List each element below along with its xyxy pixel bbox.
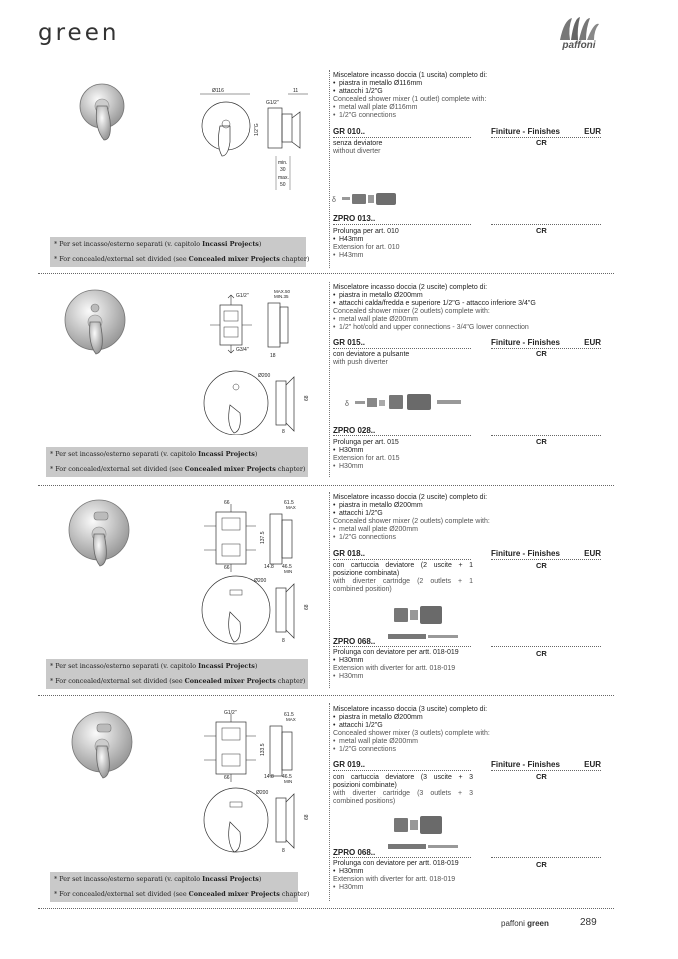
dotted-rule xyxy=(491,857,601,858)
dim-label: 46.5 xyxy=(282,564,292,570)
eur-header: EUR xyxy=(584,338,601,347)
dotted-rule xyxy=(491,770,601,771)
variant-it: con cartuccia deviatore (3 uscite + 3 posizioni combinate) xyxy=(333,774,473,789)
technical-drawing xyxy=(196,86,324,204)
extension-part-image xyxy=(378,814,464,854)
accessory-it-bullet: • H30mm xyxy=(333,868,613,876)
note-box xyxy=(50,237,310,267)
dotted-rule xyxy=(491,559,601,560)
dim-label: G3/4" xyxy=(236,347,249,353)
svg-text:δ: δ xyxy=(345,401,349,408)
dotted-rule xyxy=(491,435,601,436)
bullet-en: • metal wall plate Ø200mm xyxy=(333,316,613,324)
product-code: GR 015.. xyxy=(333,338,366,347)
bullet-en: • metal wall plate Ø116mm xyxy=(333,104,613,112)
bullet-it: • piastra in metallo Ø200mm xyxy=(333,502,613,510)
column-divider xyxy=(329,703,330,901)
extension-part-image xyxy=(378,604,464,644)
dotted-rule xyxy=(333,224,471,225)
title-it: Miscelatore incasso doccia (1 uscita) completo di: xyxy=(333,72,488,79)
logo-wordmark: paffoni xyxy=(562,40,596,51)
dim-label: G1/2" xyxy=(236,293,249,299)
dim-label: 11 xyxy=(293,88,299,94)
note-box xyxy=(46,447,308,477)
title-it: Miscelatore incasso doccia (2 uscite) completo di: xyxy=(333,284,488,291)
finish-code: CR xyxy=(536,561,547,570)
dim-label: 133.5 xyxy=(260,743,266,756)
note-box xyxy=(50,872,310,902)
dim-label: Ø200 xyxy=(256,790,269,796)
dim-label: MIN.35 xyxy=(274,294,289,299)
accessory-description xyxy=(333,649,613,681)
title-en: Concealed shower mixer (2 outlets) complete with: xyxy=(333,518,490,525)
accessory-code: ZPRO 068.. xyxy=(333,637,376,646)
product-code: GR 019.. xyxy=(333,760,366,769)
dim-label: 8 xyxy=(282,638,285,644)
accessory-code: ZPRO 028.. xyxy=(333,426,376,435)
product-photo xyxy=(78,80,128,144)
page-number: 289 xyxy=(580,917,597,928)
eur-header: EUR xyxy=(584,549,601,558)
footer-line-name: green xyxy=(527,919,549,928)
variant-en: without diverter xyxy=(333,148,381,155)
dim-label: min. xyxy=(278,160,288,166)
dim-label: 61.5 xyxy=(284,500,294,506)
accessory-en: Extension for art. 010 xyxy=(333,244,400,251)
variant-description xyxy=(333,774,473,806)
title-en: Concealed shower mixer (2 outlets) complete with: xyxy=(333,308,490,315)
accessory-it-bullet: • H30mm xyxy=(333,447,613,455)
dim-label: 61.5 xyxy=(284,712,294,718)
dotted-rule xyxy=(333,646,471,647)
accessory-it: Prolunga con deviatore per artt. 018-019 xyxy=(333,649,459,656)
finish-code: CR xyxy=(536,860,547,869)
title-en: Concealed shower mixer (3 outlets) complete with: xyxy=(333,730,490,737)
dim-label: G1/2" xyxy=(266,100,279,106)
note-en: * For concealed/external set divided (see Concealed mixer Projects chapter) xyxy=(54,890,310,898)
column-divider xyxy=(329,70,330,268)
product-description xyxy=(333,706,613,754)
finish-code: CR xyxy=(536,138,547,147)
variant-it: con deviatore a pulsante xyxy=(333,351,410,358)
dotted-rule xyxy=(333,559,471,560)
column-divider xyxy=(329,282,330,477)
note-box xyxy=(46,659,308,689)
dim-label: MIN xyxy=(284,569,293,574)
bullet-it: • attacchi 1/2"G xyxy=(333,722,613,730)
bullet-en: • 1/2"G connections xyxy=(333,112,613,120)
accessory-it: Prolunga per art. 015 xyxy=(333,439,399,446)
title-it: Miscelatore incasso doccia (3 uscite) completo di: xyxy=(333,706,488,713)
dotted-rule xyxy=(333,857,471,858)
svg-text:δ: δ xyxy=(332,197,336,204)
dim-label: MAX.50 xyxy=(274,289,291,294)
product-photo xyxy=(70,710,134,780)
variant-en: with diverter cartridge (3 outlets + 3 combined positions) xyxy=(333,790,473,805)
dim-label: 8 xyxy=(282,848,285,854)
dim-label: 68 xyxy=(304,814,310,820)
variant-description xyxy=(333,351,613,367)
dotted-rule xyxy=(491,224,601,225)
finish-code: CR xyxy=(536,649,547,658)
accessory-description xyxy=(333,439,613,471)
bullet-it: • attacchi 1/2"G xyxy=(333,88,613,96)
accessory-en-bullet: • H43mm xyxy=(333,252,613,260)
variant-description xyxy=(333,140,613,156)
dotted-rule xyxy=(333,770,471,771)
variant-it: con cartuccia deviatore (2 uscite + 1 posizione combinata) xyxy=(333,562,473,577)
finish-code: CR xyxy=(536,226,547,235)
bullet-it: • attacchi calda/fredda e superiore 1/2"G - attacco inferiore 3/4"G xyxy=(333,300,613,308)
accessory-description xyxy=(333,228,613,260)
dim-label: 66 xyxy=(224,500,230,506)
dim-label: 66 xyxy=(224,565,230,571)
dim-label: MAX xyxy=(286,717,296,722)
eur-header: EUR xyxy=(584,760,601,769)
note-en: * For concealed/external set divided (see Concealed mixer Projects chapter) xyxy=(54,255,310,263)
dim-label: Ø200 xyxy=(258,373,271,379)
section-separator xyxy=(38,908,614,909)
dim-label: 66 xyxy=(224,775,230,781)
bullet-it: • attacchi 1/2"G xyxy=(333,510,613,518)
accessory-en: Extension for art. 015 xyxy=(333,455,400,462)
footer-brand xyxy=(501,919,549,928)
eur-header: EUR xyxy=(584,127,601,136)
finishes-header: Finiture - Finishes xyxy=(491,338,560,347)
finish-code: CR xyxy=(536,349,547,358)
dim-label: MAX xyxy=(286,505,296,510)
dim-label: 50 xyxy=(280,182,286,188)
brand-line-title: green xyxy=(38,20,120,46)
title-en: Concealed shower mixer (1 outlet) complete with: xyxy=(333,96,487,103)
accessory-en: Extension with diverter for artt. 018-019 xyxy=(333,876,456,883)
footer-brand-name: paffoni xyxy=(501,919,525,928)
dim-label: 137.5 xyxy=(260,531,266,544)
dim-label: 14.8 xyxy=(264,774,274,780)
dim-label: 18 xyxy=(270,353,276,359)
bullet-en: • 1/2"G connections xyxy=(333,746,613,754)
product-description xyxy=(333,284,613,332)
finishes-header: Finiture - Finishes xyxy=(491,127,560,136)
accessory-code: ZPRO 068.. xyxy=(333,848,376,857)
accessory-description xyxy=(333,860,613,892)
dim-label: 68 xyxy=(304,604,310,610)
technical-drawing xyxy=(196,708,324,858)
technical-drawing xyxy=(196,496,324,646)
variant-en: with push diverter xyxy=(333,359,388,366)
product-code: GR 010.. xyxy=(333,127,366,136)
bullet-it: • piastra in metallo Ø200mm xyxy=(333,714,613,722)
accessory-en-bullet: • H30mm xyxy=(333,463,613,471)
dotted-rule xyxy=(333,348,471,349)
variant-en: with diverter cartridge (2 outlets + 1 combined position) xyxy=(333,578,473,593)
accessory-code: ZPRO 013.. xyxy=(333,214,376,223)
dim-label: 30 xyxy=(280,167,286,173)
finishes-header: Finiture - Finishes xyxy=(491,549,560,558)
title-it: Miscelatore incasso doccia (2 uscite) completo di: xyxy=(333,494,488,501)
product-description xyxy=(333,72,613,120)
dim-label: 14.8 xyxy=(264,564,274,570)
bullet-en: • metal wall plate Ø200mm xyxy=(333,738,613,746)
dim-label: 8 xyxy=(282,429,285,435)
product-code: GR 018.. xyxy=(333,549,366,558)
accessory-en: Extension with diverter for artt. 018-019 xyxy=(333,665,456,672)
bullet-it: • piastra in metallo Ø200mm xyxy=(333,292,613,300)
section-separator xyxy=(38,273,614,274)
dotted-rule xyxy=(333,137,471,138)
dotted-rule xyxy=(491,646,601,647)
dim-label: max. xyxy=(278,175,289,181)
column-divider xyxy=(329,492,330,688)
dim-label: Ø200 xyxy=(254,578,267,584)
note-en: * For concealed/external set divided (see Concealed mixer Projects chapter) xyxy=(50,677,306,685)
paffoni-logo xyxy=(556,16,602,54)
note-it: * Per set incasso/esterno separati (v. capitolo Incassi Projects) xyxy=(50,662,258,670)
accessory-it: Prolunga con deviatore per artt. 018-019 xyxy=(333,860,459,867)
dim-label: MIN xyxy=(284,779,293,784)
note-it: * Per set incasso/esterno separati (v. capitolo Incassi Projects) xyxy=(54,240,262,248)
note-en: * For concealed/external set divided (see Concealed mixer Projects chapter) xyxy=(50,465,306,473)
dim-label: 68 xyxy=(304,395,310,401)
note-it: * Per set incasso/esterno separati (v. capitolo Incassi Projects) xyxy=(50,450,258,458)
product-description xyxy=(333,494,613,542)
variant-description xyxy=(333,562,473,594)
dim-label: 46.5 xyxy=(282,774,292,780)
accessory-it-bullet: • H30mm xyxy=(333,657,613,665)
bullet-en: • 1/2"G connections xyxy=(333,534,613,542)
note-it: * Per set incasso/esterno separati (v. capitolo Incassi Projects) xyxy=(54,875,262,883)
finish-code: CR xyxy=(536,772,547,781)
accessory-it: Prolunga per art. 010 xyxy=(333,228,399,235)
dotted-rule xyxy=(333,435,471,436)
section-separator xyxy=(38,485,614,486)
accessory-it-bullet: • H43mm xyxy=(333,236,613,244)
accessory-en-bullet: • H30mm xyxy=(333,673,613,681)
product-photo xyxy=(62,288,128,356)
dim-label: Ø116 xyxy=(212,88,224,94)
dim-label: G1/2" xyxy=(224,710,237,716)
paffoni-logo-mark xyxy=(556,16,602,42)
dim-label: 1/2"G xyxy=(254,123,260,136)
product-photo xyxy=(66,498,132,568)
extension-part-image xyxy=(345,392,463,414)
bullet-it: • piastra in metallo Ø116mm xyxy=(333,80,613,88)
finish-code: CR xyxy=(536,437,547,446)
variant-it: senza deviatore xyxy=(333,140,383,147)
extension-part-image xyxy=(332,190,412,208)
technical-drawing xyxy=(196,285,324,435)
section-separator xyxy=(38,695,614,696)
finishes-header: Finiture - Finishes xyxy=(491,760,560,769)
bullet-en: • 1/2" hot/cold and upper connections - 3/4"G lower connection xyxy=(333,324,613,332)
accessory-en-bullet: • H30mm xyxy=(333,884,613,892)
bullet-en: • metal wall plate Ø200mm xyxy=(333,526,613,534)
